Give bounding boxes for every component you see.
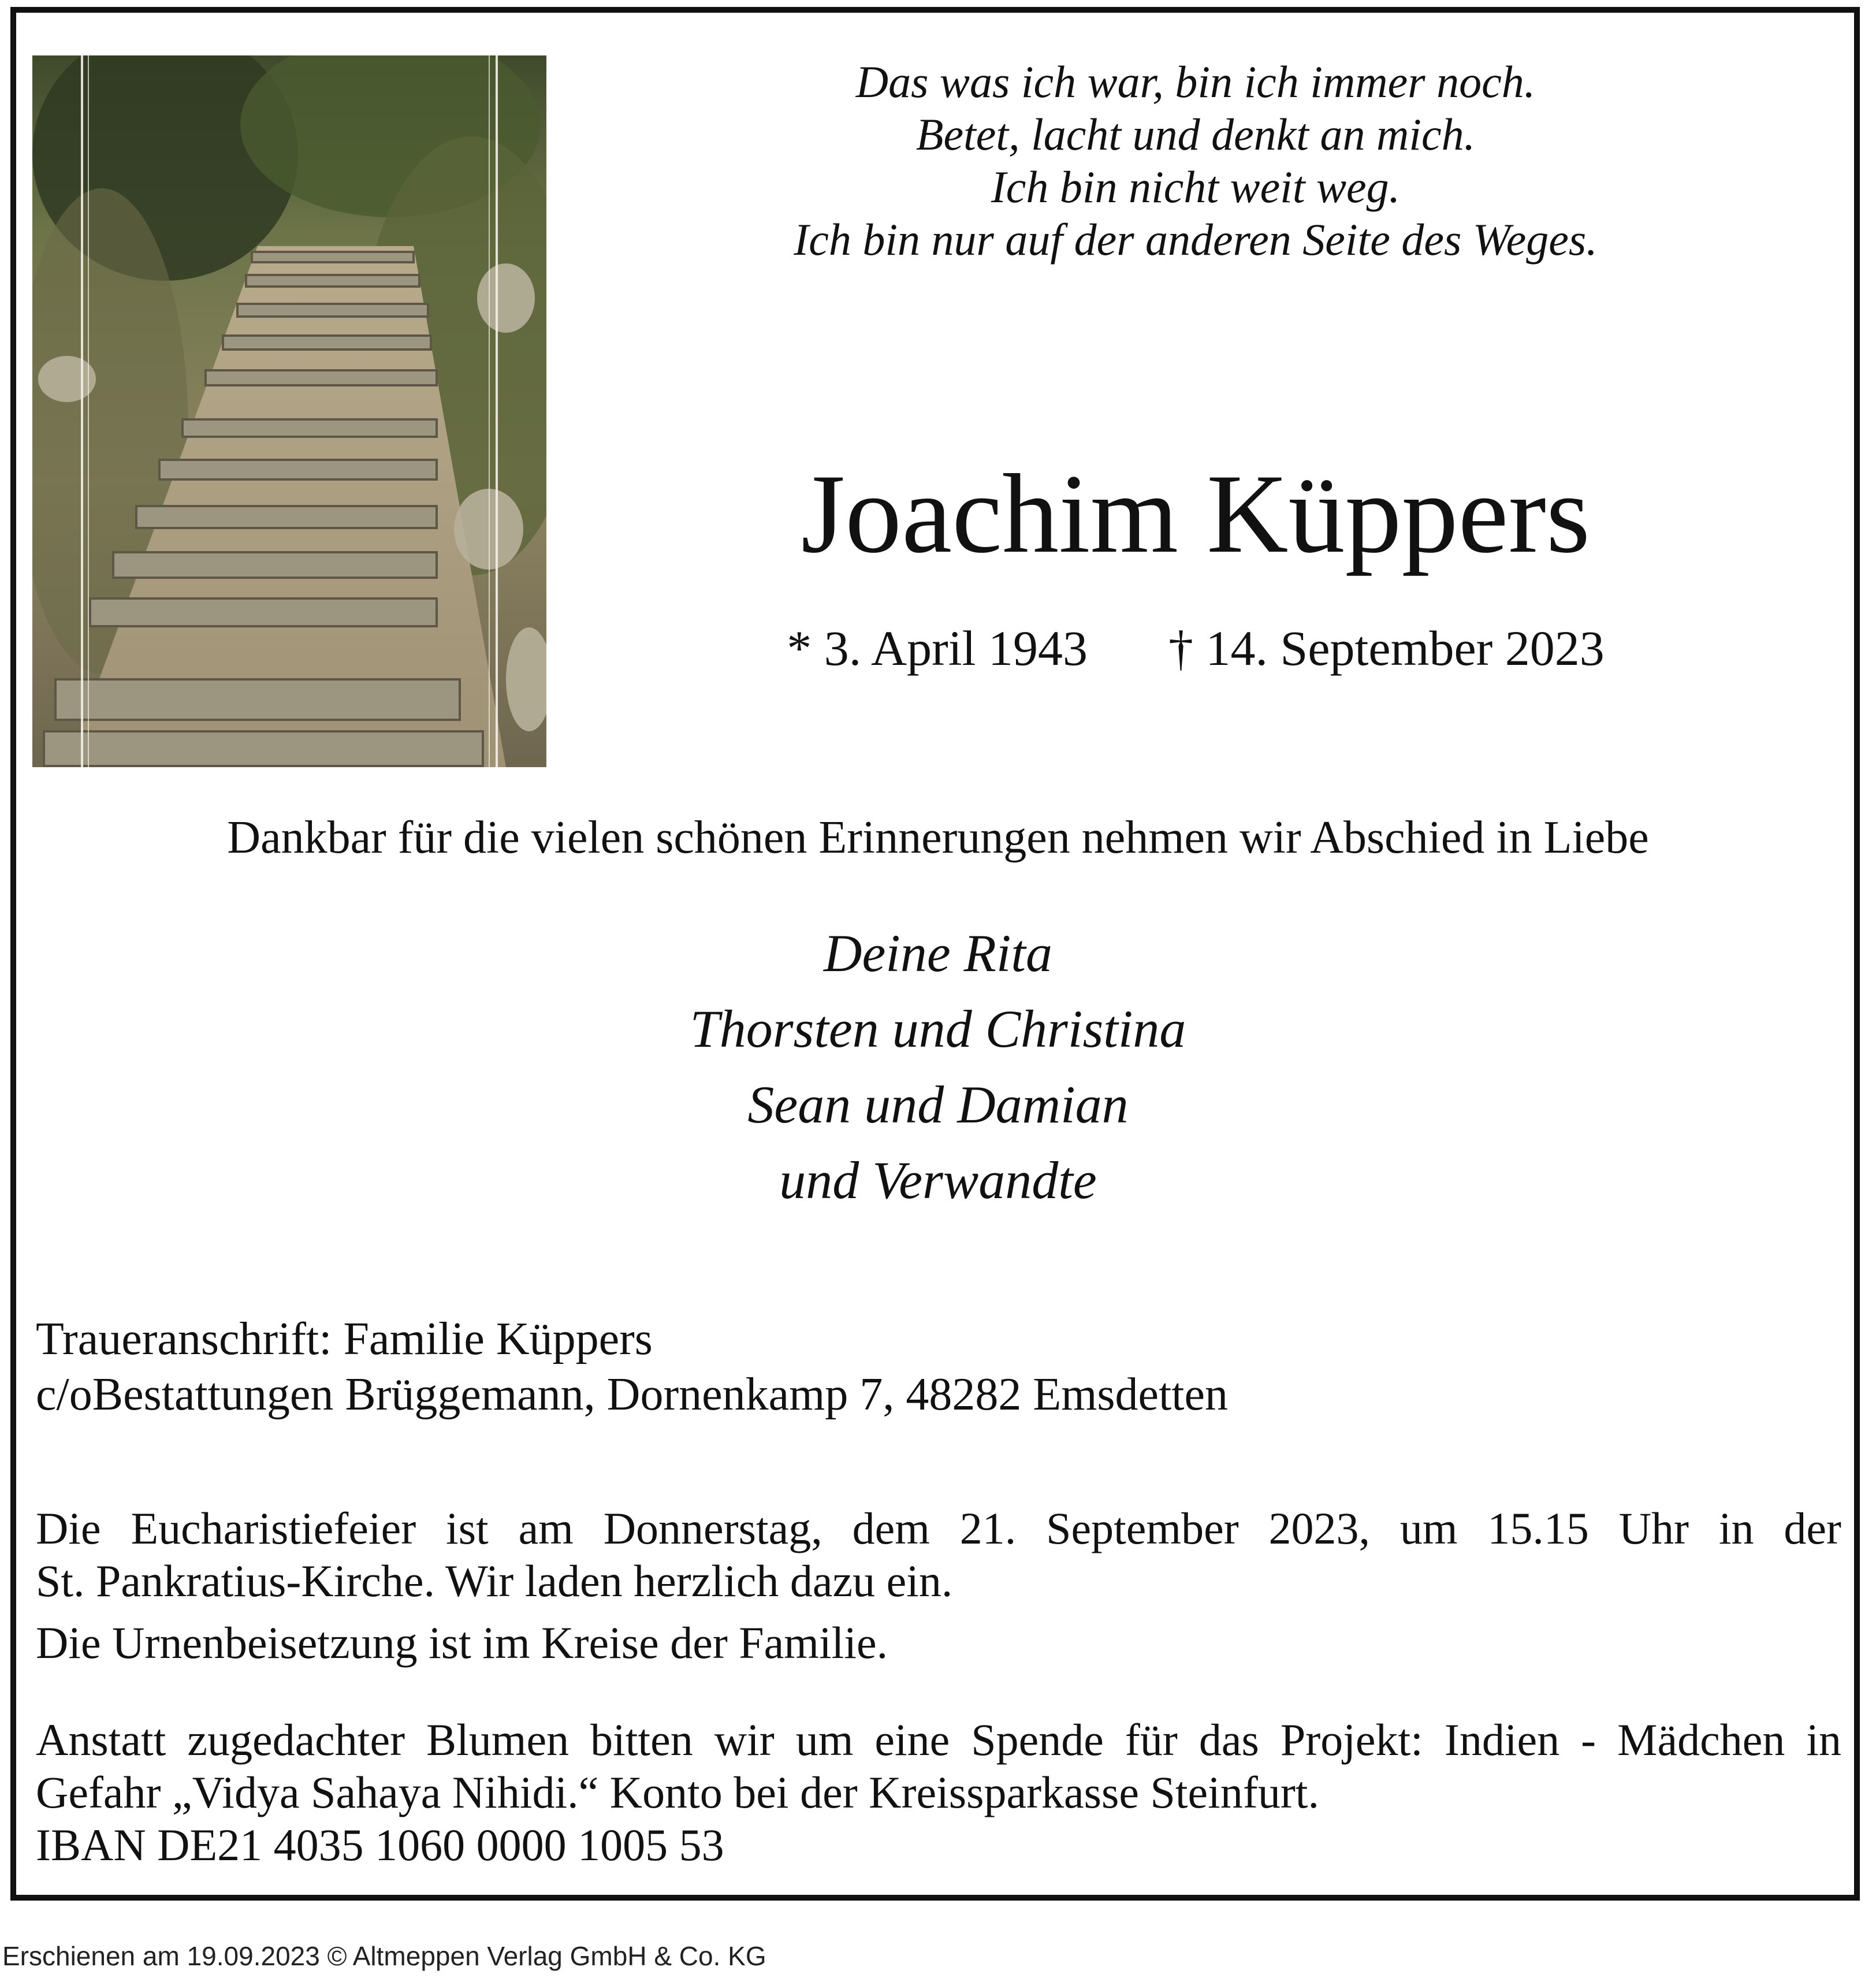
publication-footer: Erschienen am 19.09.2023 © Altmeppen Verlag GmbH & Co. KG (2, 1941, 766, 1971)
donation-line: Anstatt zugedachter Blumen bitten wir um eine Spende für das Projekt: Indien - Mädchen in (36, 1715, 1841, 1765)
thanks-line: Dankbar für die vielen schönen Erinnerungen nehmen wir Abschied in Liebe (227, 812, 1649, 863)
service-info (36, 1502, 1841, 1669)
service-line: St. Pankratius-Kirche. Wir laden herzlich dazu ein. (36, 1556, 953, 1606)
poem-line: Betet, lacht und denkt an mich. (915, 109, 1476, 159)
mourner-line: und Verwandte (779, 1151, 1097, 1210)
burial-line: Die Urnenbeisetzung ist im Kreise der Familie. (36, 1618, 888, 1668)
death-date: † 14. September 2023 (1168, 620, 1605, 676)
address-line: Traueranschrift: Familie Küppers (36, 1314, 653, 1364)
address-line: c/oBestattungen Brüggemann, Dornenkamp 7, 48282 Emsdetten (36, 1369, 1229, 1420)
stone-stairs-photo (32, 55, 546, 767)
memorial-poem (612, 55, 1779, 266)
donation-line: Gefahr „Vidya Sahaya Nihidi.“ Konto bei der Kreissparkasse Steinfurt. (36, 1767, 1319, 1817)
stone-stairs-illustration (32, 55, 546, 767)
mourners-list (476, 916, 1400, 1218)
poem-line: Ich bin nicht weit weg. (991, 162, 1401, 212)
birth-date: * 3. April 1943 (787, 620, 1088, 676)
mourner-line: Thorsten und Christina (690, 999, 1186, 1058)
iban-line: IBAN DE21 4035 1060 0000 1005 53 (36, 1820, 724, 1870)
deceased-name: Joachim Küppers (801, 451, 1591, 577)
mourning-address (36, 1311, 1826, 1422)
mourner-line: Deine Rita (824, 924, 1052, 983)
donation-info (36, 1713, 1841, 1871)
mourner-line: Sean und Damian (747, 1075, 1129, 1134)
poem-line: Das was ich war, bin ich immer noch. (855, 57, 1536, 107)
service-line: Die Eucharistiefeier ist am Donnerstag, dem 21. September 2023, um 15.15 Uhr in der (36, 1503, 1841, 1553)
poem-line: Ich bin nur auf der anderen Seite des Weges. (794, 214, 1598, 265)
life-dates (612, 619, 1779, 677)
